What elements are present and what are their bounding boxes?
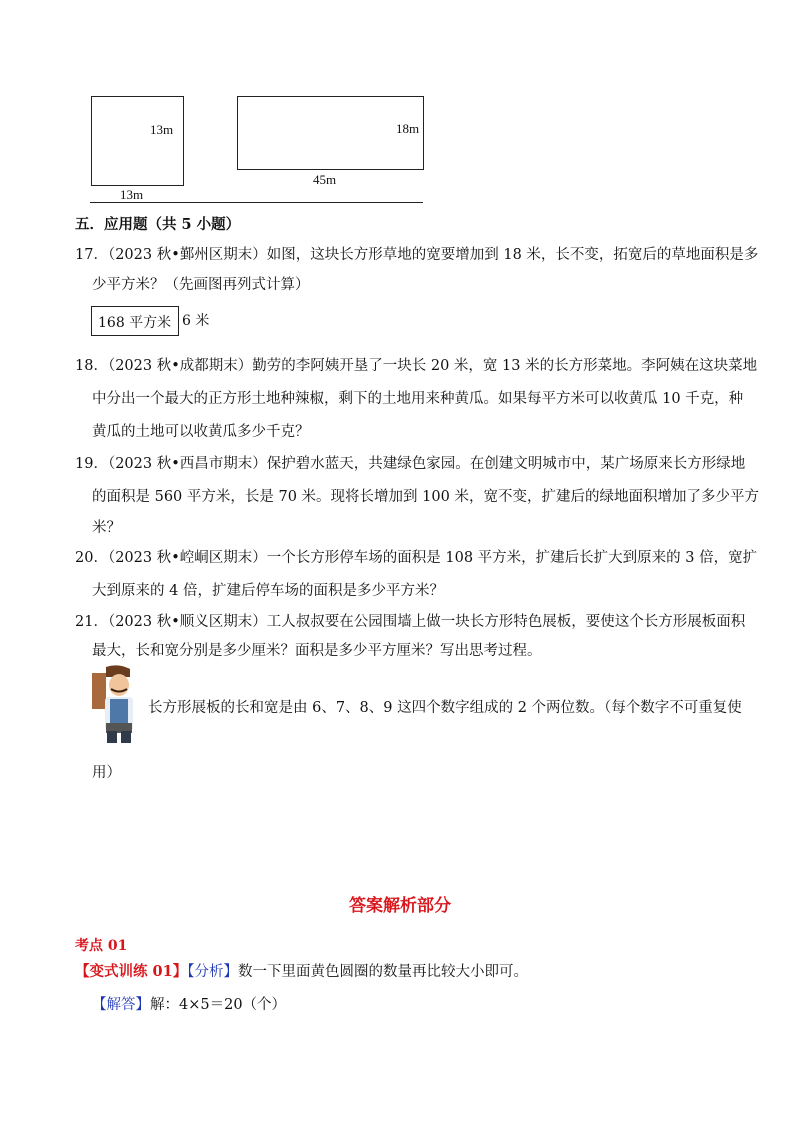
problem-20-line-1	[75, 548, 758, 568]
solution-tag: 【解答】	[92, 997, 150, 1013]
rectangle-bottom-label: 45m	[313, 172, 337, 187]
problem-20-number: 20．	[75, 550, 108, 566]
problem-18-number: 18．	[75, 358, 108, 374]
problem-18-line-3: 黄瓜的土地可以收黄瓜多少千克？	[92, 424, 310, 440]
problem-18-text: （2023 秋•成都期末）勤劳的李阿姨开垦了一块长 20 米，宽 13 米的长方形菜地。李阿姨在这块菜地	[107, 358, 758, 374]
square-side-label: 13m	[150, 122, 174, 137]
square-shape	[91, 96, 184, 186]
problem-19-line-3: 米？	[92, 520, 121, 536]
worker-illustration	[92, 665, 144, 743]
problem-19-number: 19．	[75, 456, 108, 472]
problem-21-line-2: 最大，长和宽分别是多少厘米？面积是多少平方厘米？写出思考过程。	[92, 643, 542, 659]
problem-20-text: （2023 秋•崆峒区期末）一个长方形停车场的面积是 108 平方米，扩建后长扩大到原来的 3 倍，宽扩	[107, 550, 758, 566]
solution-line	[92, 995, 752, 1015]
problem-17-line-1	[75, 245, 759, 265]
problem-17-line-2: 少平方米？（先画图再列式计算）	[92, 277, 310, 293]
answer-section-title: 答案解析部分	[349, 896, 451, 916]
problem-19-line-1	[75, 454, 746, 474]
problem-18-line-1	[75, 356, 758, 376]
problem-21-text: （2023 秋•顺义区期末）工人叔叔要在公园围墙上做一块长方形特色展板，要使这个长方形展板面积	[107, 614, 746, 630]
problem-17-number: 17．	[75, 247, 108, 263]
problem-17-width-label: 6 米	[182, 313, 210, 329]
problem-17-area-label: 168 平方米	[98, 315, 172, 331]
problem-21-hint-line-1: 长方形展板的长和宽是由 6、7、8、9 这四个数字组成的 2 个两位数。（每个数字不可重复使	[148, 700, 742, 716]
problem-20-line-2: 大到原来的 4 倍，扩建后停车场的面积是多少平方米？	[92, 583, 444, 599]
problem-17-area-box	[91, 306, 179, 336]
training-tag: 【变式训练 01】	[75, 963, 188, 980]
analysis-text: 数一下里面黄色圆圈的数量再比较大小即可。	[237, 964, 528, 980]
topic-label: 考点 01	[75, 938, 128, 954]
problem-19-text: （2023 秋•西昌市期末）保护碧水蓝天，共建绿色家园。在创建文明城市中，某广场原来长方形绿地	[107, 456, 746, 472]
problem-21-number: 21．	[75, 614, 108, 630]
square-bottom-label: 13m	[120, 187, 144, 202]
analysis-tag: 【分析】	[187, 964, 238, 980]
problem-21-line-1	[75, 612, 746, 632]
analysis-line	[75, 962, 735, 982]
figure-baseline	[90, 202, 423, 203]
section-heading: 五．应用题（共 5 小题）	[75, 216, 241, 233]
solution-text: 解：4×5＝20（个）	[150, 997, 287, 1013]
problem-17-text: （2023 秋•鄞州区期末）如图，这块长方形草地的宽要增加到 18 米，长不变，拓宽后的草地面积是多	[107, 247, 759, 263]
problem-18-line-2: 中分出一个最大的正方形土地种辣椒，剩下的土地用来种黄瓜。如果每平方米可以收黄瓜 10 千克，种	[92, 391, 744, 407]
rectangle-side-label: 18m	[396, 121, 420, 136]
problem-21-hint-line-2: 用）	[92, 765, 121, 781]
problem-19-line-2: 的面积是 560 平方米，长是 70 米。现将长增加到 100 米，宽不变，扩建后的绿地面积增加了多少平方	[92, 489, 759, 505]
